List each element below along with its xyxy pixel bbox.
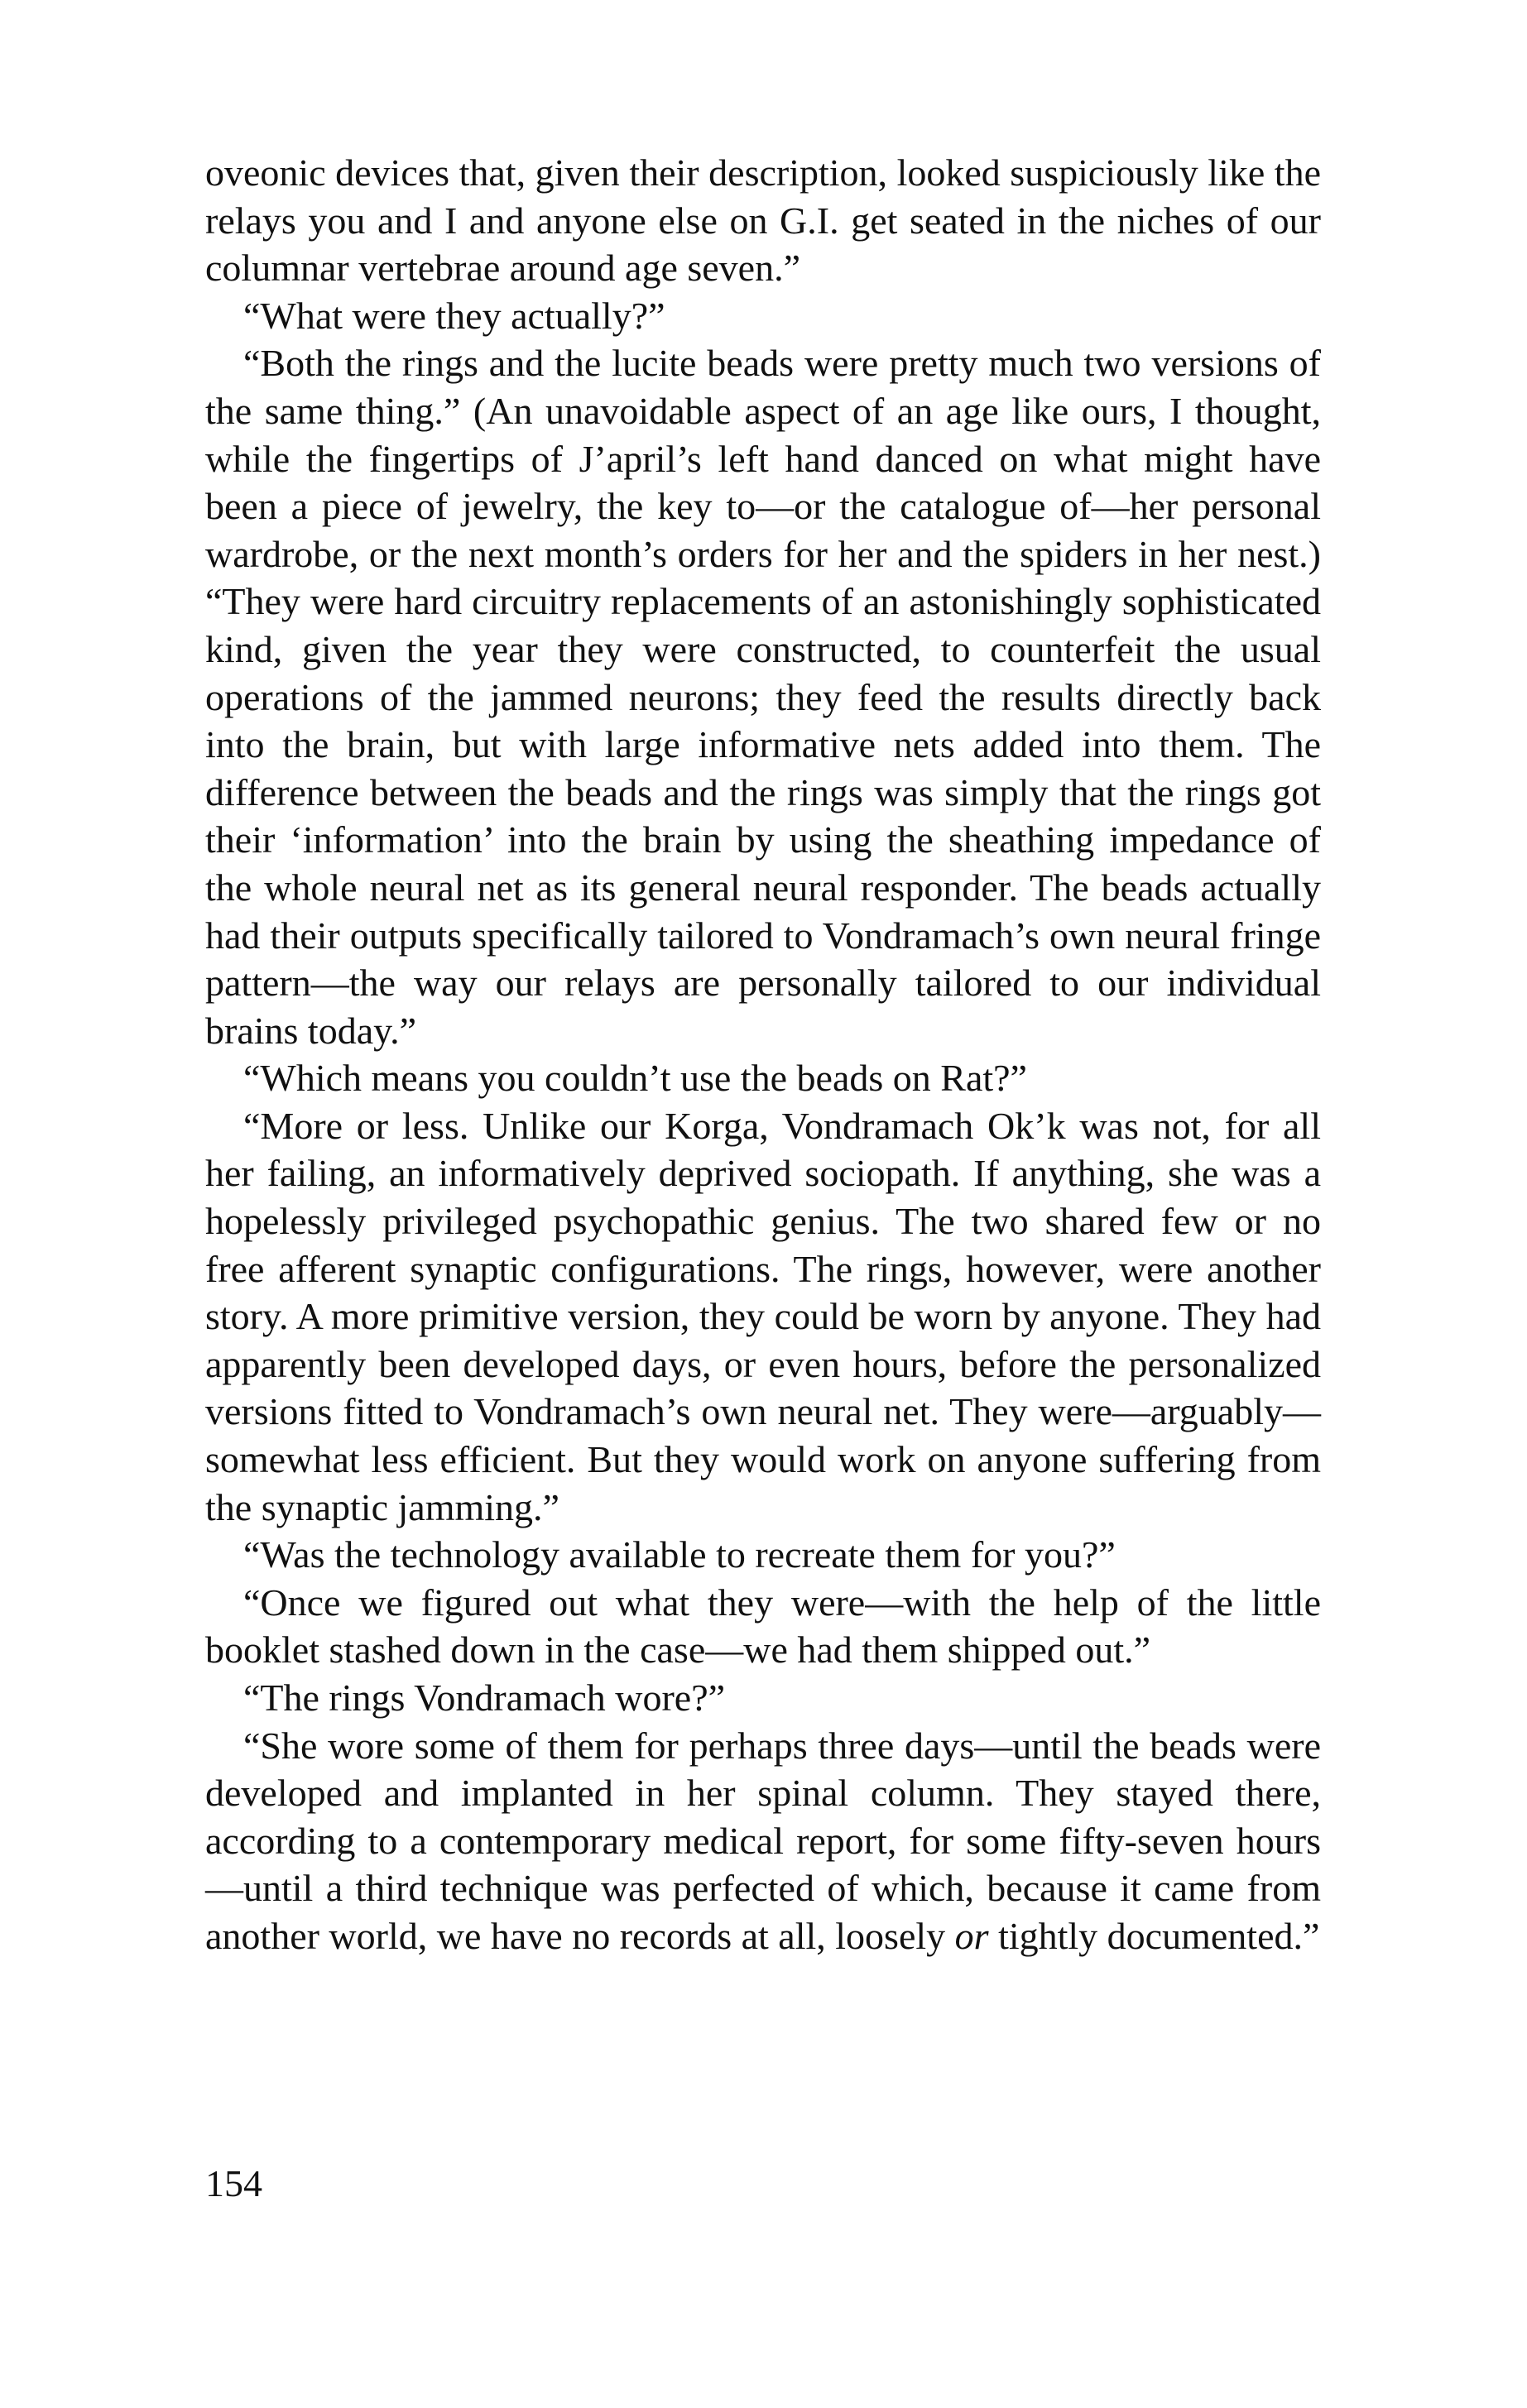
paragraph: “Which means you couldn’t use the beads on Rat?” bbox=[243, 1057, 1027, 1100]
page-number: 154 bbox=[205, 2162, 262, 2204]
paragraph: “Once we figured out what they were—with the help of the little booklet stashed down in the case—we had them shipped out.” bbox=[205, 1581, 1321, 1672]
paragraph: “Was the technology available to recreate them for you?” bbox=[243, 1533, 1116, 1576]
paragraph: “The rings Vondramach wore?” bbox=[243, 1676, 726, 1719]
paragraph: “What were they actually?” bbox=[243, 294, 665, 337]
paragraph: “Both the rings and the lucite beads were pretty much two versions of the same thing.” (An unavoidable aspect of an age like ours, I thought, while the fingertips of J’april’s left hand danced on what might have been a piece of jewelry, the key to—or the catalogue of—her personal wardrobe, or the next month’s orders for her and the spiders in her nest.) “They were hard circuitry replacements of an astonishingly sophisticated kind, given the year they were constructed, to counterfeit the usual operations of the jammed neurons; they feed the results directly back into the brain, but with large informative nets added into them. The difference between the beads and the rings was simply that the rings got their ‘information’ into the brain by using the sheathing impedance of the whole neural net as its general neural responder. The beads actually had their outputs specifically tailored to Vondramach’s own neural fringe pattern—the way our relays are personally tailored to our individual brains today.” bbox=[205, 342, 1321, 1052]
paragraph: oveonic devices that, given their description, looked suspiciously like the relays you and I and anyone else on G.I. get seated in the niches of our columnar vertebrae around age seven.” bbox=[205, 151, 1321, 290]
paragraph: “She wore some of them for perhaps three days—until the beads were developed and implanted in her spinal column. They stayed there, according to a contemporary medical report, for some fifty-seven hours—until a third technique was perfected of which, because it came from another world, we have no records at all, loosely or tightly documented.” bbox=[205, 1724, 1321, 1957]
emphasis: or bbox=[954, 1914, 989, 1957]
paragraph: “More or less. Unlike our Korga, Vondramach Ok’k was not, for all her failing, an informatively deprived sociopath. If anything, she was a hopelessly privileged psychopathic genius. The two shared few or no free afferent synaptic configurations. The rings, however, were another story. A more primitive version, they could be worn by anyone. They had apparently been developed days, or even hours, before the personalized versions fitted to Vondramach’s own neural net. They were—arguably—somewhat less efficient. But they would work on anyone suffering from the synaptic jamming.” bbox=[205, 1104, 1321, 1528]
body-text bbox=[205, 149, 1321, 1960]
